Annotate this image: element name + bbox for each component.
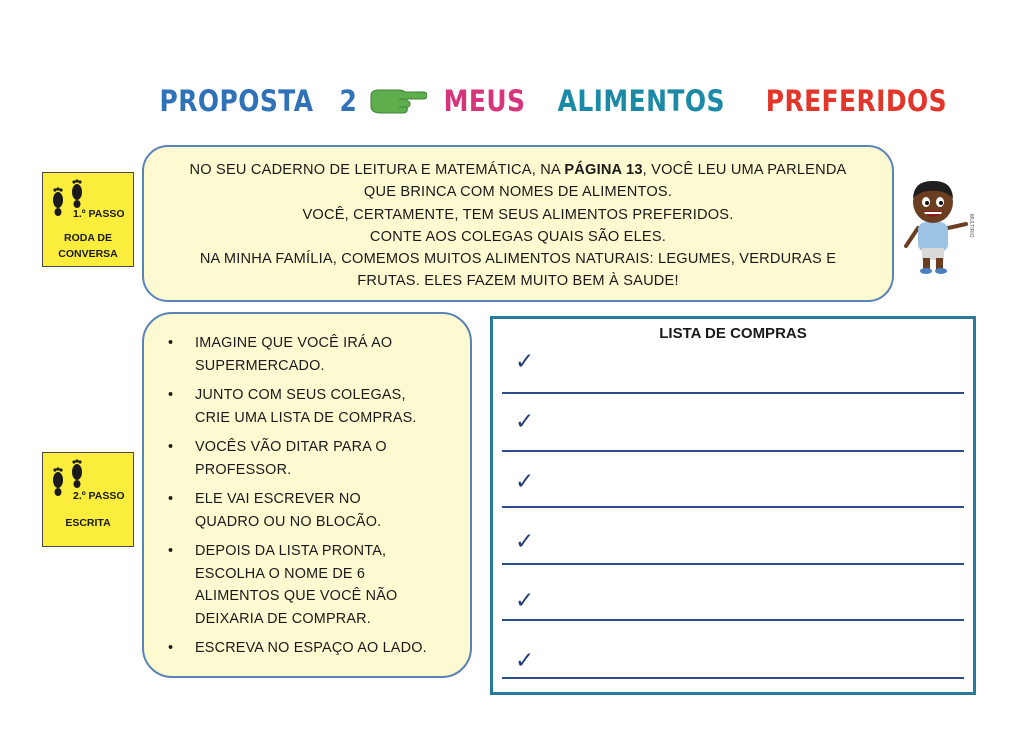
step2-number: 2.º PASSO (73, 490, 125, 502)
shopping-list-line-4[interactable] (502, 563, 964, 565)
check-icon: ✓ (515, 409, 535, 435)
list-item: • VOCÊS VÃO DITAR PARA O PROFESSOR. (168, 436, 470, 481)
intro-text-box (142, 145, 894, 302)
step1-label-line1: RODA DE (63, 232, 113, 244)
title-word-meus: MEUS (443, 84, 526, 118)
page-title (0, 84, 1024, 118)
step2-badge (42, 452, 134, 547)
intro-page-ref: PÁGINA 13 (564, 162, 643, 178)
intro-line-2: QUE BRINCA COM NOMES DE ALIMENTOS. (363, 184, 673, 201)
list-item: • ESCREVA NO ESPAÇO AO LADO. (168, 637, 470, 660)
instructions-list (144, 314, 470, 660)
boy-illustration (904, 178, 970, 274)
step1-badge (42, 172, 134, 267)
check-icon: ✓ (515, 529, 535, 555)
title-word-alimentos: ALIMENTOS (557, 84, 726, 118)
shopping-list-line-3[interactable] (502, 506, 964, 508)
intro-line-1 (144, 159, 892, 181)
shopping-list-box (490, 316, 976, 695)
intro-line-1-pre: NO SEU CADERNO DE LEITURA E MATEMÁTICA, NA (189, 162, 565, 178)
intro-line-3: VOCÊ, CERTAMENTE, TEM SEUS ALIMENTOS PREFERIDOS. (302, 206, 734, 223)
credit-text: MULTIRIO (968, 214, 974, 238)
check-icon: ✓ (515, 349, 535, 375)
pointing-hand-icon (369, 86, 427, 116)
list-item: • DEPOIS DA LISTA PRONTA, ESCOLHA O NOME DE 6 ALIMENTOS QUE VOCÊ NÃO DEIXARIA DE COMPRAR. (168, 540, 470, 630)
shopping-list-line-2[interactable] (502, 450, 964, 452)
shopping-list-title: LISTA DE COMPRAS (659, 325, 807, 342)
list-item: • ELE VAI ESCREVER NO QUADRO OU NO BLOCÃO. (168, 488, 470, 533)
list-item: • IMAGINE QUE VOCÊ IRÁ AO SUPERMERCADO. (168, 332, 470, 377)
title-word-number: 2 (339, 84, 358, 118)
check-icon: ✓ (515, 648, 535, 674)
shopping-list-line-5[interactable] (502, 619, 964, 621)
check-icon: ✓ (515, 469, 535, 495)
shopping-list-line-6[interactable] (502, 677, 964, 679)
intro-line-1-post: , VOCÊ LEU UMA PARLENDA (642, 162, 847, 178)
step1-label-line2: CONVERSA (58, 248, 118, 260)
check-icon: ✓ (515, 588, 535, 614)
list-item: • JUNTO COM SEUS COLEGAS, CRIE UMA LISTA DE COMPRAS. (168, 384, 470, 429)
intro-line-6: FRUTAS. ELES FAZEM MUITO BEM À SAUDE! (357, 273, 679, 290)
step2-label: ESCRITA (65, 517, 111, 529)
intro-line-4: CONTE AOS COLEGAS QUAIS SÃO ELES. (369, 228, 667, 245)
title-word-preferidos: PREFERIDOS (765, 84, 947, 118)
instructions-box (142, 312, 472, 678)
shopping-list-line-1[interactable] (502, 392, 964, 394)
intro-line-5: NA MINHA FAMÍLIA, COMEMOS MUITOS ALIMENTOS NATURAIS: LEGUMES, VERDURAS E (199, 251, 837, 268)
title-word-proposta: PROPOSTA (159, 84, 314, 118)
step1-number: 1.º PASSO (73, 208, 125, 220)
